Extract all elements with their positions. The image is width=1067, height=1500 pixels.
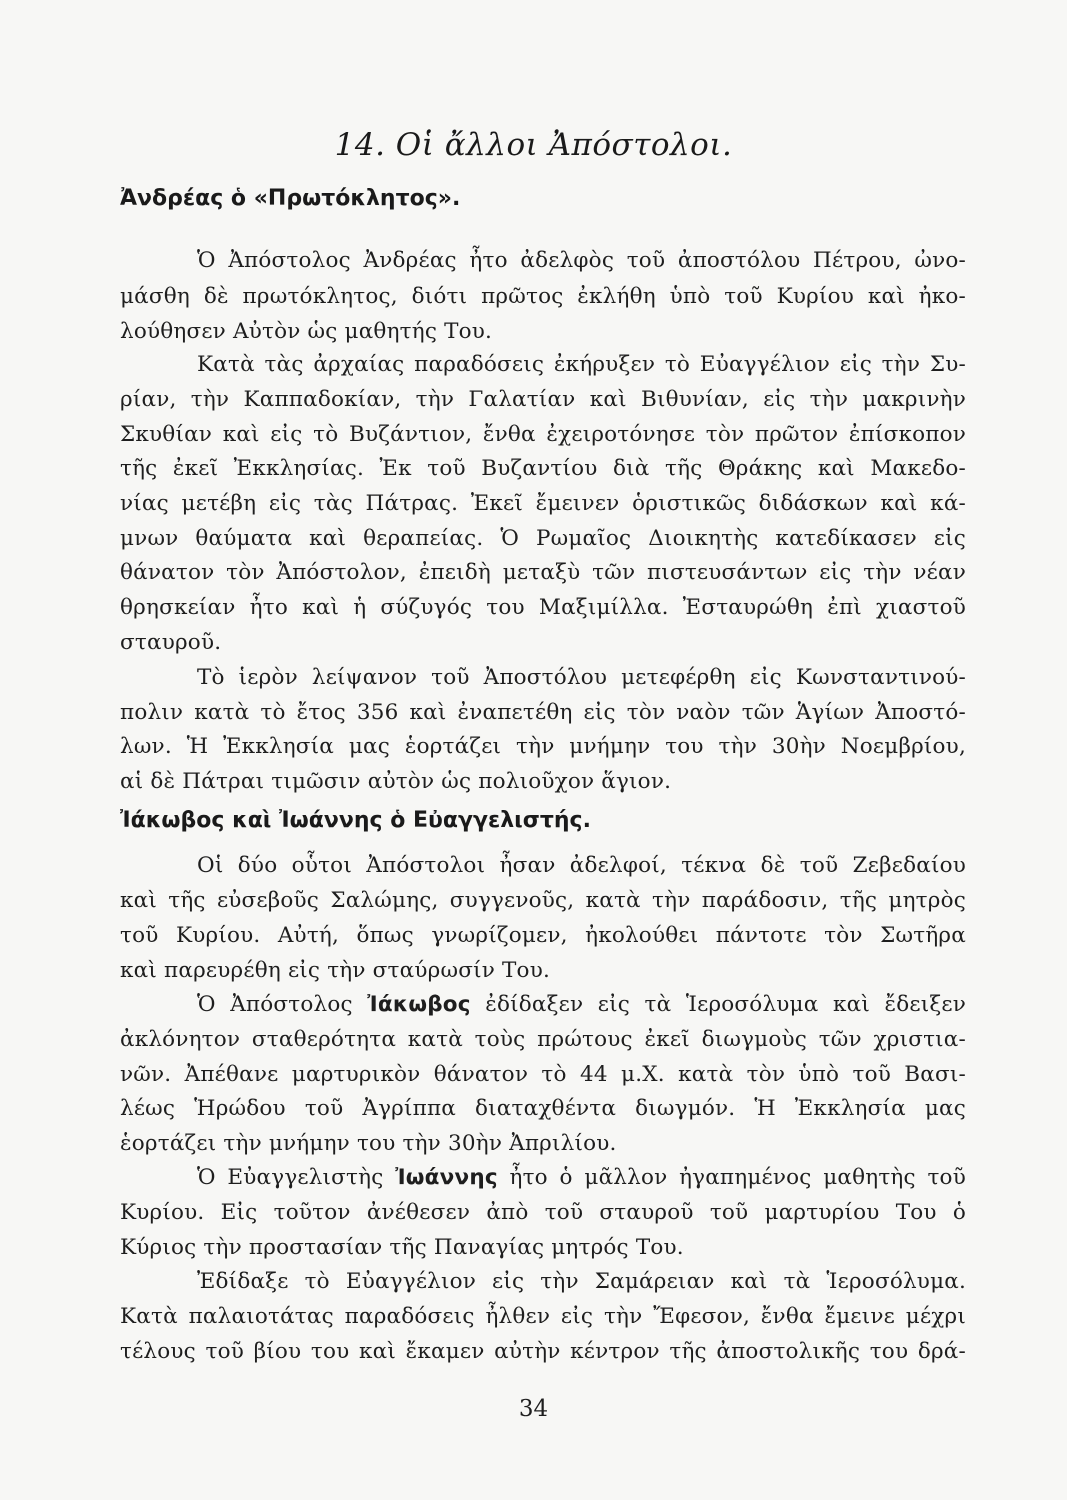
text-line: πολιν κατὰ τὸ ἔτος 356 καὶ ἐναπετέθη εἰς τὸν ναὸν τῶν Ἁγίων Ἀποστό- <box>120 700 966 725</box>
text-line: σταυροῦ. <box>120 630 222 655</box>
text-line: ἑορτάζει τὴν μνήμην του τὴν 30ὴν Ἀπριλίου. <box>120 1131 617 1156</box>
text-line: ἀκλόνητον σταθερότητα κατὰ τοὺς πρώτους ἐκεῖ διωγμοὺς τῶν χριστια- <box>120 1027 966 1052</box>
text-line: νῶν. Ἀπέθανε μαρτυρικὸν θάνατον τὸ 44 μ.Χ. κατὰ τὸν ὑπὸ τοῦ Βασι- <box>120 1062 966 1087</box>
line-fragment: Ὁ Εὐαγγελιστὴς <box>197 1165 384 1190</box>
text-line: λων. Ἡ Ἐκκλησία μας ἑορτάζει τὴν μνήμην του τὴν 30ὴν Νοεμβρίου, <box>120 734 966 759</box>
text-line: αἱ δὲ Πάτραι τιμῶσιν αὐτὸν ὡς πολιοῦχον ἅγιον. <box>120 769 672 794</box>
text-line: Κατὰ τὰς ἀρχαίας παραδόσεις ἐκήρυξεν τὸ Εὐαγγέλιον εἰς τὴν Συ- <box>197 352 966 377</box>
name-iakovos: Ἰάκωβος <box>367 992 471 1017</box>
text-line: Σκυθίαν καὶ εἰς τὸ Βυζάντιον, ἔνθα ἐχειροτόνησε τὸν πρῶτον ἐπίσκοπον <box>120 422 966 447</box>
text-line: λούθησεν Αὐτὸν ὡς μαθητής Του. <box>120 319 493 344</box>
text-line: μάσθη δὲ πρωτόκλητος, διότι πρῶτος ἐκλήθη ὑπὸ τοῦ Κυρίου καὶ ἠκο- <box>120 284 966 309</box>
text-line: θρησκείαν ἦτο καὶ ἡ σύζυγός του Μαξιμίλλα. Ἐσταυρώθη ἐπὶ χιαστοῦ <box>120 595 966 620</box>
text-line: Κυρίου. Εἰς τοῦτον ἀνέθεσεν ἀπὸ τοῦ σταυροῦ τοῦ μαρτυρίου Του ὁ <box>120 1200 966 1225</box>
section-heading-andreas: Ἀνδρέας ὁ «Πρωτόκλητος». <box>120 186 461 211</box>
text-line: Τὸ ἱερὸν λείψανον τοῦ Ἀποστόλου μετεφέρθη εἰς Κωνσταντινού- <box>197 665 966 690</box>
text-line: Οἱ δύο οὗτοι Ἀπόστολοι ἦσαν ἀδελφοί, τέκνα δὲ τοῦ Ζεβεδαίου <box>197 853 966 878</box>
text-line: τῆς ἐκεῖ Ἐκκλησίας. Ἐκ τοῦ Βυζαντίου διὰ τῆς Θράκης καὶ Μακεδο- <box>120 456 966 481</box>
text-line: Κατὰ παλαιοτάτας παραδόσεις ἦλθεν εἰς τὴν Ἔφεσον, ἔνθα ἔμεινε μέχρι <box>120 1304 966 1329</box>
text-line: Ἐδίδαξε τὸ Εὐαγγέλιον εἰς τὴν Σαμάρειαν καὶ τὰ Ἱεροσόλυμα. <box>197 1269 966 1294</box>
text-line: Ὁ Ἀπόστολος Ἀνδρέας ἦτο ἀδελφὸς τοῦ ἀποστόλου Πέτρου, ὠνο- <box>197 248 966 273</box>
chapter-title: 14. Οἱ ἄλλοι Ἀπόστολοι. <box>334 127 733 163</box>
text-line: τέλους τοῦ βίου του καὶ ἔκαμεν αὐτὴν κέντρον τῆς ἀποστολικῆς του δρά- <box>120 1339 966 1364</box>
section-heading-iakovos-ioannis: Ἰάκωβος καὶ Ἰωάννης ὁ Εὐαγγελιστής. <box>120 808 591 833</box>
line-fragment: ἦτο ὁ μᾶλλον ἠγαπημένος μαθητὴς τοῦ <box>509 1165 966 1190</box>
line-fragment: Ὁ Ἀπόστολος <box>197 992 353 1017</box>
text-line: τοῦ Κυρίου. Αὐτή, ὅπως γνωρίζομεν, ἠκολούθει πάντοτε τὸν Σωτῆρα <box>120 923 966 948</box>
text-line: Κύριος τὴν προστασίαν τῆς Παναγίας μητρός Του. <box>120 1235 684 1260</box>
line-fragment: ἐδίδαξεν εἰς τὰ Ἱεροσόλυμα καὶ ἔδειξεν <box>485 992 966 1017</box>
text-line: μνων θαύματα καὶ θεραπείας. Ὁ Ρωμαῖος Διοικητὴς κατεδίκασεν εἰς <box>120 526 966 551</box>
text-line <box>197 988 966 1022</box>
text-line: θάνατον τὸν Ἀπόστολον, ἐπειδὴ μεταξὺ τῶν πιστευσάντων εἰς τὴν νέαν <box>120 560 966 585</box>
text-line <box>197 1161 966 1195</box>
text-line: λέως Ἡρώδου τοῦ Ἀγρίππα διαταχθέντα διωγμόν. Ἡ Ἐκκλησία μας <box>120 1096 966 1121</box>
text-line: νίας μετέβη εἰς τὰς Πάτρας. Ἐκεῖ ἔμεινεν ὁριστικῶς διδάσκων καὶ κά- <box>120 491 966 516</box>
text-line: καὶ παρευρέθη εἰς τὴν σταύρωσίν Του. <box>120 958 551 983</box>
page-number: 34 <box>518 1396 549 1422</box>
text-line: καὶ τῆς εὐσεβοῦς Σαλώμης, συγγενοῦς, κατὰ τὴν παράδοσιν, τῆς μητρὸς <box>120 888 966 913</box>
text-line: ρίαν, τὴν Καππαδοκίαν, τὴν Γαλατίαν καὶ Βιθυνίαν, εἰς τὴν μακρινὴν <box>120 387 966 412</box>
name-ioannis: Ἰωάννης <box>395 1165 498 1190</box>
